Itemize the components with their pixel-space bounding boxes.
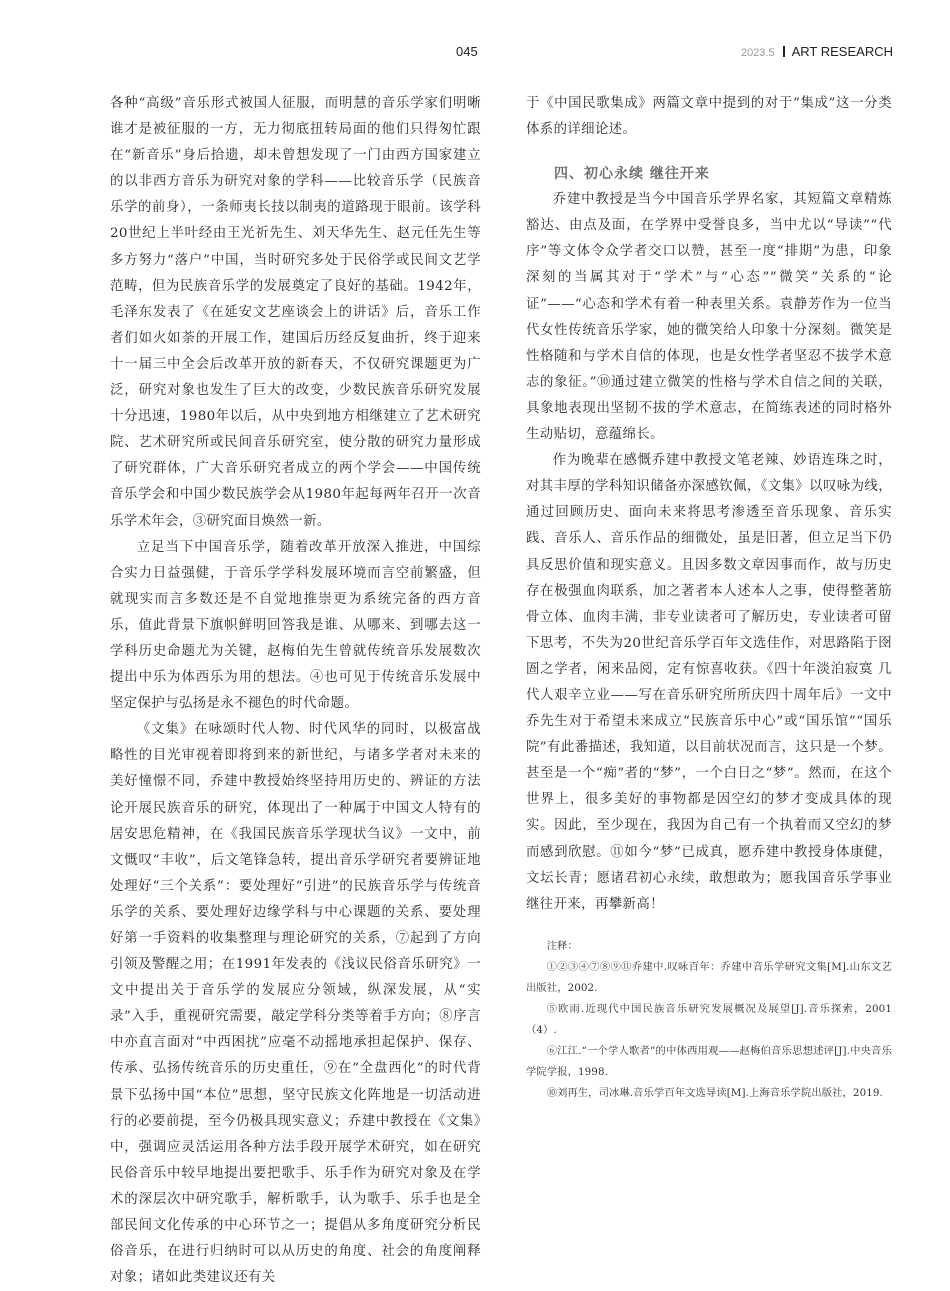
left-column — [110, 91, 481, 1291]
header-separator — [783, 46, 785, 57]
page-number: 045 — [456, 44, 478, 59]
right-column — [526, 91, 892, 1104]
footnote-item: ⑥江江.“一个学人歌者”的中体西用观——赵梅伯音乐思想述评[J].中央音乐学院学报，1998. — [526, 1044, 892, 1078]
body-paragraph: 乔建中教授是当今中国音乐学界名家，其短篇文章精炼豁达、由点及面，在学界中受誉良多，当中尤以“导读”“代序”等文体令众学者交口以赞，甚至一度“排期”为患，印象深刻的当属其对于“学术”与“心态”“微笑”关系的“论证”——“心态和学术有着一种表里关系。袁静芳作为一位当代女性传统音乐学家，她的微笑给人印象十分深刻。微笑是性格随和与学术自信的体现，也是女性学者坚忍不拔学术意志的象征。”⑩通过建立微笑的性格与学术自信之间的关联，具象地表现出坚韧不拔的学术意志，在简练表述的同时格外生动贴切，意蕴绵长。 — [526, 192, 892, 443]
body-paragraph: 《文集》在咏颂时代人物、时代风华的同时，以极富战略性的目光审视着即将到来的新世纪，与诸多学者对未来的美好憧憬不同，乔建中教授始终坚持用历史的、辨证的方法论开展民族音乐的研究，体现出了一种属于中国文人特有的居安思危精神，在《我国民族音乐学现状刍议》一文中，前文慨叹“丰收”，后文笔锋急转，提出音乐学研究者要辨证地处理好“三个关系”：要处理好“引进”的民族音乐学与传统音乐学的关系、要处理好边缘学科与中心课题的关系、要处理好第一手资料的收集整理与理论研究的关系，⑦起到了方向引领及警醒之用；在1991年发表的《浅议民俗音乐研究》一文中提出关于音乐学的发展应分领域，纵深发展，从“实录”入手，重视研究需要，敲定学科分类等着手方向；⑧序言中亦直言面对“中西困扰”应毫不动摇地承担起保护、保存、传承、弘扬传统音乐的历史重任，⑨在“全盘西化”的时代背景下弘扬中国“本位”思想，坚守民族文化阵地是一切活动进行的必要前提，至今仍极具现实意义；乔建中教授在《文集》中，强调应灵活运用各种方法手段开展学术研究，如在研究民俗音乐中较早地提出要把歌手、乐手作为研究对象及在学术的深层次中研究歌手，解析歌手，认为歌手、乐手也是全部民间文化传承的中心环节之一；提倡从多角度研究分析民俗音乐，在进行归纳时可以从历史的角度、社会的角度阐释对象；诸如此类建议还有关 — [110, 722, 481, 1286]
footnote-item: ⑤欧雨.近现代中国民族音乐研究发展概况及展望[J].音乐探索，2001（4）. — [526, 1002, 892, 1036]
body-paragraph: 作为晚辈在感慨乔建中教授文笔老辣、妙语连珠之时，对其丰厚的学科知识储备亦深感钦佩，《文集》以叹咏为线，通过回顾历史、面向未来将思考渗透至音乐现象、音乐实践、音乐人、音乐作品的细微处，虽是旧著，但立足当下仍具反思价值和现实意义。且因多数文章因事而作，故与历史存在极强血肉联系，加之著者本人述本人之事，使得整著筋骨立体、血肉丰满，非专业读者可了解历史，专业读者可留下思考，不失为20世纪音乐学百年文选佳作，对思路陷于囹圄之学者，闲来品阅，定有惊喜收获。《四十年淡泊寂寞 几代人艰辛立业——写在音乐研究所所庆四十周年后》一文中乔先生对于希望未来成立“民族音乐中心”或“国乐馆”“国乐院”有此番描述，我知道，以目前状况而言，这只是一个梦。甚至是一个“痴”者的“梦”，一个白日之“梦”。然而，在这个世界上，很多美好的事物都是因空幻的梦才变成具体的现实。因此，至少现在，我因为自己有一个执着而又空幻的梦而感到欣慰。⑪如今“梦”已成真，愿乔建中教授身体康健，文坛长青；愿诸君初心永续，敢想敢为；愿我国音乐学事业继往开来，再攀新高！ — [526, 453, 892, 912]
body-paragraph: 各种“高级”音乐形式被国人征服，而明慧的音乐学家们明晰谁才是被征服的一方，无力彻底扭转局面的他们只得匆忙跟在“新音乐”身后拾遗，却未曾想发现了一门由西方国家建立的以非西方音乐为研究对象的学科——比较音乐学（民族音乐学的前身），一条师夷长技以制夷的道路现于眼前。该学科20世纪上半叶经由王光祈先生、刘天华先生、赵元任先生等多方努力“落户”中国，当时研究多处于民俗学或民间文艺学范畴，但为民族音乐学的发展奠定了良好的基础。1942年，毛泽东发表了《在延安文艺座谈会上的讲话》后，音乐工作者们如火如荼的开展工作，建国后历经反复曲折，终于迎来十一届三中全会后改革开放的新春天，不仅研究课题更为广泛，研究对象也发生了巨大的改变，少数民族音乐研究发展十分迅速，1980年以后，从中央到地方相继建立了艺术研究院、艺术研究所或民间音乐研究室，使分散的研究力量形成了研究群体，广大音乐研究者成立的两个学会——中国传统音乐学会和中国少数民族学会从1980年起每两年召开一次音乐学术年会，③研究面目焕然一新。 — [110, 96, 481, 529]
journal-header — [741, 44, 893, 59]
footnotes — [526, 936, 892, 1104]
footnote-item: ⑩刘再生，司冰琳.音乐学百年文选导读[M].上海音乐学院出版社，2019. — [546, 1086, 883, 1099]
footnotes-title: 注释： — [546, 939, 578, 952]
issue-number: 2023.5 — [740, 47, 775, 59]
footnote-item: ①②③④⑦⑧⑨⑪乔建中.叹咏百年：乔建中音乐学研究文集[M].山东文艺出版社，2002. — [526, 960, 892, 994]
body-paragraph: 于《中国民歌集成》两篇文章中提到的对于“集成”这一分类体系的详细论述。 — [526, 96, 892, 138]
journal-name: ART RESEARCH — [791, 44, 893, 59]
body-paragraph: 立足当下中国音乐学，随着改革开放深入推进，中国综合实力日益强健，于音乐学学科发展环境而言空前繁盛，但就现实而言多数还是不自觉地推崇更为系统完备的西方音乐，值此背景下旗帜鲜明回答我是谁、从哪来、到哪去这一学科历史命题尤为关键，赵梅伯先生曾就传统音乐发展数次提出中乐为体西乐为用的想法。④也可见于传统音乐发展中坚定保护与弘扬是永不褪色的时代命题。 — [110, 539, 481, 712]
section-heading: 四、初心永续 继往开来 — [554, 166, 710, 183]
